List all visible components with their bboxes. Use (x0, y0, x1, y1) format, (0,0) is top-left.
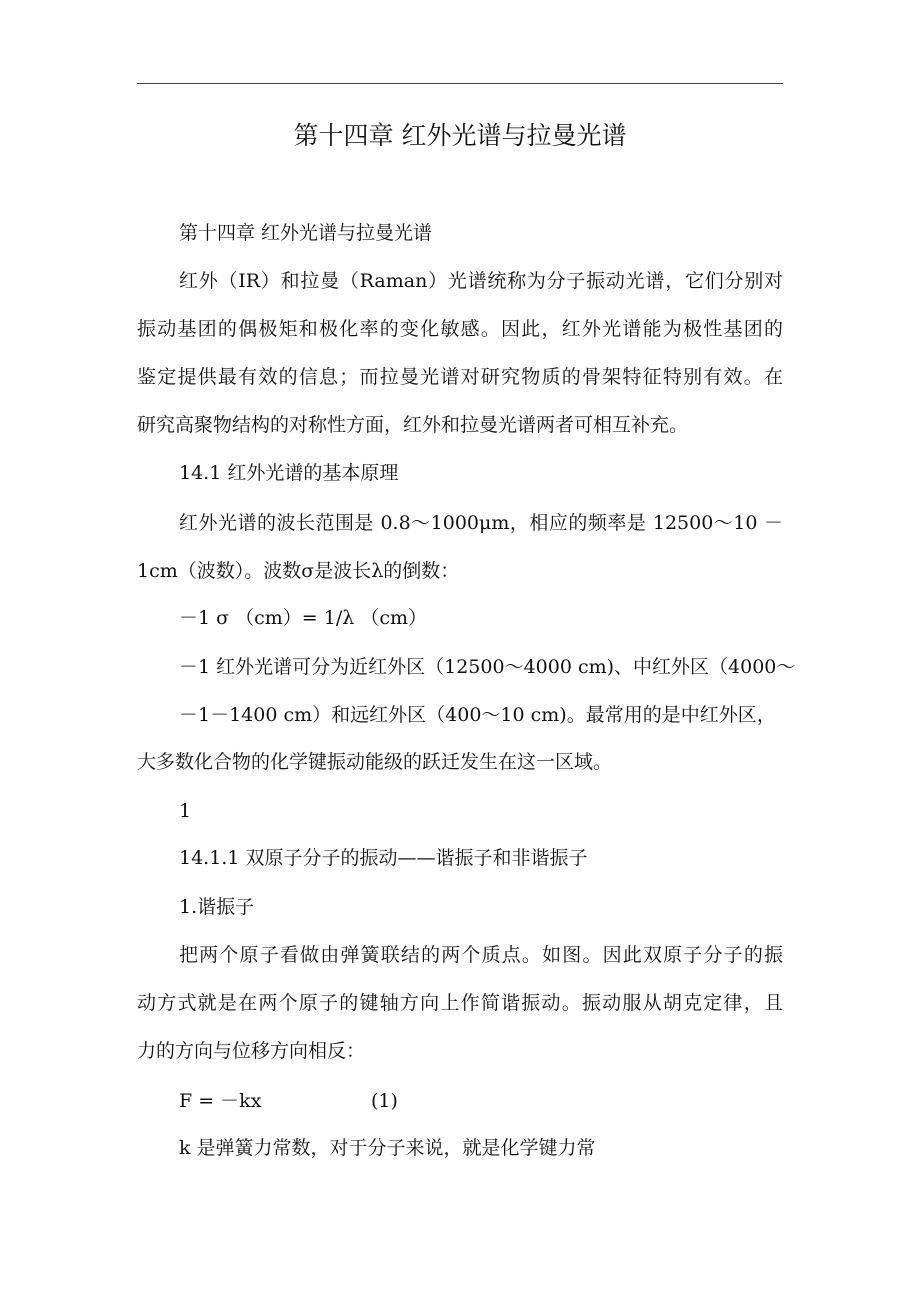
paragraph-line: 红外光谱的波长范围是 0.8～1000μm，相应的频率是 12500～10 － (179, 512, 783, 534)
paragraph-line: k 是弹簧力常数，对于分子来说，就是化学键力常 (179, 1137, 596, 1159)
paragraph-line: 红外（IR）和拉曼（Raman）光谱统称为分子振动光谱，它们分别对 (179, 270, 783, 292)
equation: F = －kx (179, 1090, 262, 1112)
paragraph-line: －1－1400 cm）和远红外区（400～10 cm)。最常用的是中红外区， (179, 704, 776, 726)
document-title: 第十四章 红外光谱与拉曼光谱 (293, 121, 627, 150)
paragraph-line: －1 红外光谱可分为近红外区（12500～4000 cm)、中红外区（4000～ (179, 656, 796, 678)
paragraph-line: 把两个原子看做由弹簧联结的两个质点。如图。因此双原子分子的振 (179, 944, 783, 966)
item-heading: 1.谐振子 (179, 896, 255, 918)
paragraph-line: 研究高聚物结构的对称性方面，红外和拉曼光谱两者可相互补充。 (137, 414, 689, 436)
paragraph-line: 大多数化合物的化学键振动能级的跃迁发生在这一区域。 (137, 751, 613, 773)
formula-line: －1 σ （cm）= 1/λ （cm） (179, 607, 427, 629)
equation-number: (1) (371, 1090, 398, 1112)
section-heading: 14.1 红外光谱的基本原理 (179, 462, 399, 484)
paragraph-line: 动方式就是在两个原子的键轴方向上作简谐振动。振动服从胡克定律，且 (137, 992, 783, 1014)
page-number: 1 (179, 800, 192, 822)
chapter-heading: 第十四章 红外光谱与拉曼光谱 (179, 222, 433, 244)
subsection-heading: 14.1.1 双原子分子的振动——谐振子和非谐振子 (179, 847, 588, 869)
top-rule (137, 83, 783, 84)
paragraph-line: 1cm（波数）。波数σ是波长λ的倒数： (137, 560, 460, 582)
paragraph-line: 力的方向与位移方向相反： (137, 1040, 366, 1062)
paragraph-line: 鉴定提供最有效的信息；而拉曼光谱对研究物质的骨架特征特别有效。在 (137, 366, 783, 388)
paragraph-line: 振动基团的偶极矩和极化率的变化敏感。因此，红外光谱能为极性基团的 (137, 318, 783, 340)
